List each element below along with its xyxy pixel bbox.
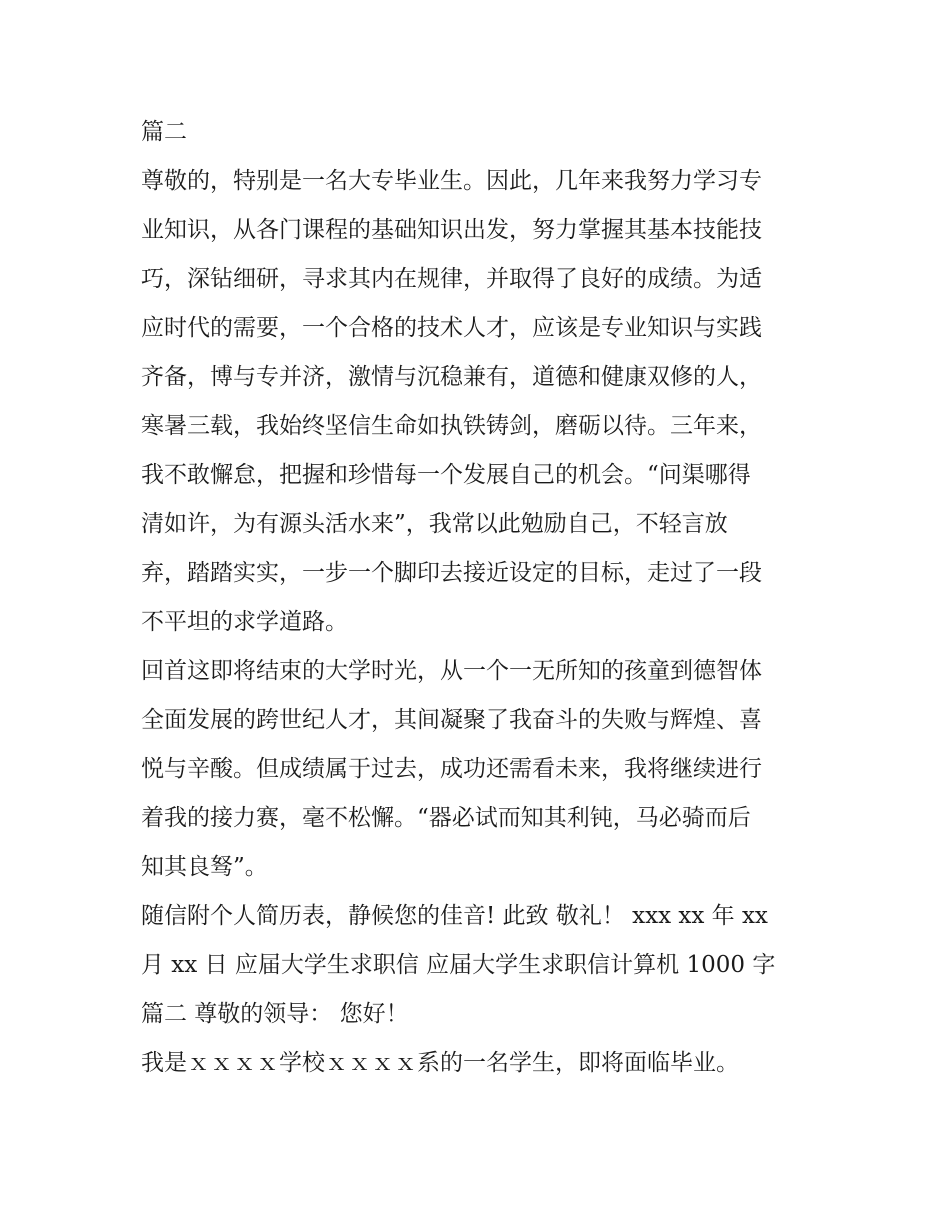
- text-line: 回首这即将结束的大学时光，从一个一无所知的孩童到德智体: [141, 658, 762, 684]
- text-line: 我不敢懈怠，把握和珍惜每一个发展自己的机会。“问渠哪得: [141, 462, 751, 488]
- text-line: 悦与辛酸。但成绩属于过去，成功还需看未来，我将继续进行: [141, 756, 762, 782]
- text-line: 清如许，为有源头活水来”，我常以此勉励自己，不轻言放: [141, 511, 728, 537]
- text-line: 知其良驽”。: [141, 854, 268, 880]
- section-heading: 篇二: [141, 119, 187, 145]
- text-line: 尊敬的，特别是一名大专毕业生。因此，几年来我努力学习专: [141, 168, 762, 194]
- text-line: 月 xx 日 应届大学生求职信 应届大学生求职信计算机 1000 字: [141, 952, 776, 978]
- text-line: 齐备，博与专并济，激情与沉稳兼有，道德和健康双修的人，: [141, 364, 762, 390]
- text-line: 全面发展的跨世纪人才，其间凝聚了我奋斗的失败与辉煌、喜: [141, 707, 762, 733]
- text-line: 应时代的需要，一个合格的技术人才，应该是专业知识与实践: [141, 315, 762, 341]
- text-line: 随信附个人简历表，静候您的佳音! 此致 敬礼！ xxx xx 年 xx: [141, 903, 768, 929]
- text-line: 篇二 尊敬的领导： 您好！: [141, 1001, 409, 1027]
- text-line: 着我的接力赛，毫不松懈。“器必试而知其利钝，马必骑而后: [141, 805, 751, 831]
- text-line: 巧，深钻细研，寻求其内在规律，并取得了良好的成绩。为适: [141, 266, 762, 292]
- text-line: 我是ｘｘｘｘ学校ｘｘｘｘ系的一名学生，即将面临毕业。: [141, 1050, 739, 1076]
- document-body: [141, 108, 821, 1088]
- text-line: 业知识，从各门课程的基础知识出发，努力掌握其基本技能技: [141, 217, 762, 243]
- text-line: 弃，踏踏实实，一步一个脚印去接近设定的目标，走过了一段: [141, 560, 762, 586]
- text-line: 寒暑三载，我始终坚信生命如执铁铸剑，磨砺以待。三年来，: [141, 413, 762, 439]
- text-line: 不平坦的求学道路。: [141, 609, 348, 635]
